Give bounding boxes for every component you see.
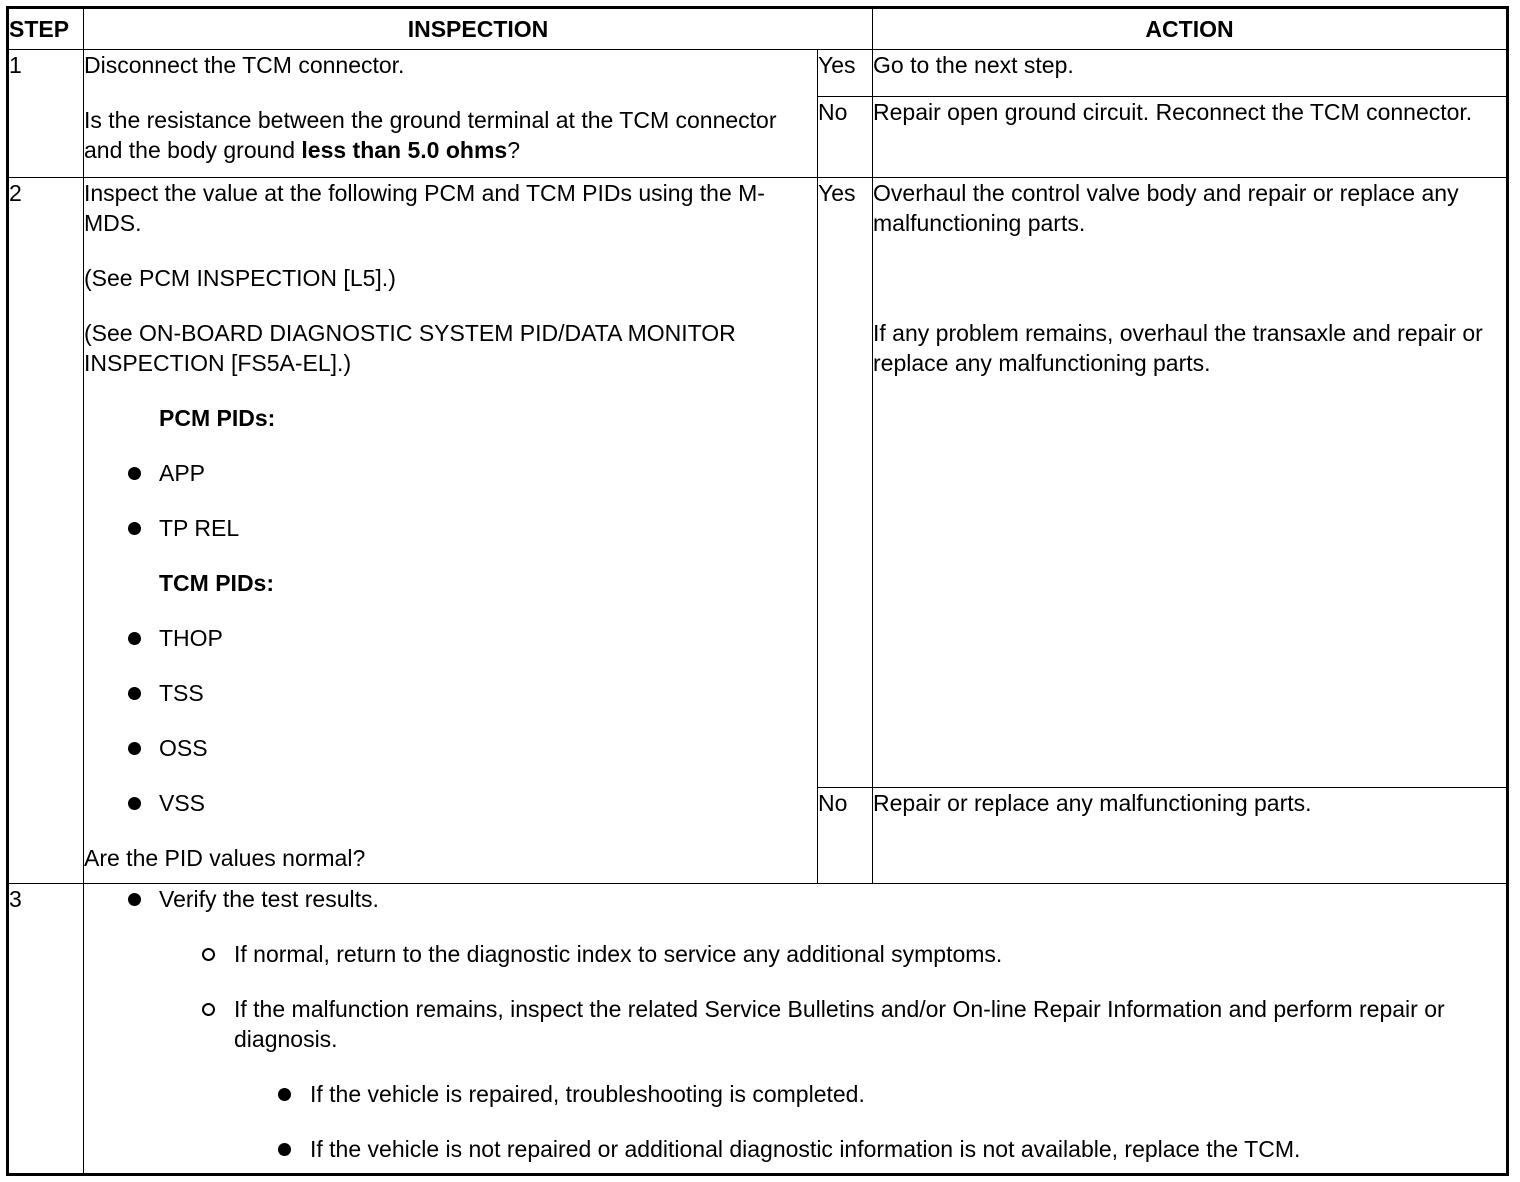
step3-remains: If the malfunction remains, inspect the related Service Bulletins and/or On-line Repair Information and perform repair or diagnosis. xyxy=(84,994,1506,1054)
step1-yes-label: Yes xyxy=(818,50,873,97)
tcm-pids-heading xyxy=(84,568,817,598)
step1-yes-row xyxy=(8,50,1508,97)
step2-yes-action1: Overhaul the control valve body and repair or replace any malfunctioning parts. xyxy=(873,180,1459,236)
tcm-pid-item: OSS xyxy=(84,733,817,763)
step3-normal: If normal, return to the diagnostic index to service any additional symptoms. xyxy=(84,939,1506,969)
step2-inspection xyxy=(84,178,818,884)
tcm-pid-item: VSS xyxy=(84,788,817,818)
step2-number: 2 xyxy=(8,178,84,884)
step2-no-action: Repair or replace any malfunctioning parts. xyxy=(873,788,1508,884)
step1-question-post: ? xyxy=(507,137,521,163)
pcm-pids-heading-text: PCM PIDs: xyxy=(159,405,276,431)
inspection-header: INSPECTION xyxy=(84,8,873,50)
step3-number: 3 xyxy=(8,884,84,1175)
step2-yes-action2: If any problem remains, overhaul the transaxle and repair or replace any malfunctioning parts. xyxy=(873,320,1483,376)
step3-row xyxy=(8,884,1508,1175)
step1-number: 1 xyxy=(8,50,84,178)
step1-question xyxy=(84,105,817,165)
tcm-pids-heading-text: TCM PIDs: xyxy=(159,570,274,596)
pcm-pid-item: TP REL xyxy=(84,513,817,543)
pcm-pid-item: APP xyxy=(84,458,817,488)
step1-inspection xyxy=(84,50,818,178)
step3-verify: Verify the test results. xyxy=(84,884,1506,914)
diagnostic-table xyxy=(6,6,1509,1176)
tcm-pid-item: THOP xyxy=(84,623,817,653)
step1-question-bold: less than 5.0 ohms xyxy=(301,137,508,163)
step1-yes-action: Go to the next step. xyxy=(873,50,1508,97)
step1-no-action: Repair open ground circuit. Reconnect the TCM connector. xyxy=(873,97,1508,178)
action-header: ACTION xyxy=(873,8,1508,50)
step2-question: Are the PID values normal? xyxy=(84,845,366,871)
step3-content xyxy=(84,884,1508,1175)
step3-repaired: If the vehicle is repaired, troubleshooting is completed. xyxy=(84,1079,1506,1109)
step2-line1: Inspect the value at the following PCM and TCM PIDs using the M-MDS. xyxy=(84,180,765,236)
tcm-pid-item: TSS xyxy=(84,678,817,708)
step1-line1: Disconnect the TCM connector. xyxy=(84,52,405,78)
step2-ref2: (See ON-BOARD DIAGNOSTIC SYSTEM PID/DATA MONITOR INSPECTION [FS5A-EL].) xyxy=(84,320,736,376)
step2-yes-row xyxy=(8,178,1508,788)
step2-ref1: (See PCM INSPECTION [L5].) xyxy=(84,265,396,291)
step2-no-label: No xyxy=(818,788,873,884)
step2-yes-action xyxy=(873,178,1508,788)
step1-no-label: No xyxy=(818,97,873,178)
header-row xyxy=(8,8,1508,50)
step2-yes-label: Yes xyxy=(818,178,873,788)
pcm-pids-heading xyxy=(84,403,817,433)
step-header: STEP xyxy=(8,8,84,50)
step1-question-pre: Is the resistance between the ground terminal at the TCM connector and the body ground xyxy=(84,107,777,163)
step3-not-repaired: If the vehicle is not repaired or additional diagnostic information is not available, replace the TCM. xyxy=(84,1134,1506,1164)
